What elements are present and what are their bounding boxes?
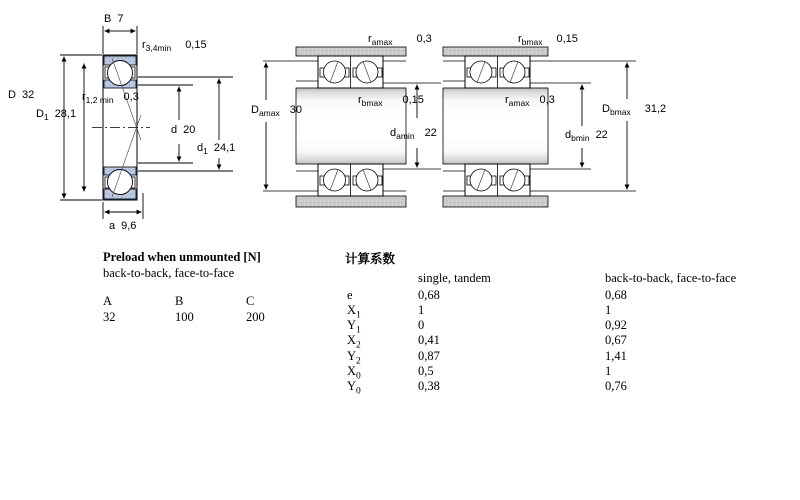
factor-value-single-x2: 0,41 (418, 333, 440, 347)
factor-value-single-x0: 0,5 (418, 364, 434, 378)
dim-label-damax: $D_{amax}$ 30 (251, 104, 302, 119)
factor-row-label-x0: $X_0$ (347, 364, 361, 382)
factors-col1-header: single, tandem (418, 271, 491, 285)
factor-value-single-y2: 0,87 (418, 349, 440, 363)
dim-label-dbmin: $d_{bmin}$ 22 (565, 129, 608, 144)
dim-label-d1-inner-shoulder: $d_1$ 24,1 (197, 142, 236, 157)
dim-label-dbmax: $D_{bmax}$ 31,2 (602, 103, 667, 118)
preload-value-b: 100 (175, 310, 194, 324)
dim-label-outer-diameter: D 32 (8, 89, 35, 101)
factor-value-paired-x0: 1 (605, 364, 612, 378)
dim-label-d1-shoulder: $D_1$ 28,1 (36, 108, 77, 123)
mounting-b-drawing (443, 47, 636, 207)
factor-value-single-y1: 0 (418, 318, 425, 332)
factor-row-label-e: e (347, 288, 353, 302)
dim-label-bore-diameter: d 20 (171, 124, 196, 136)
dim-label-r12min: $r_{1,2 min}$ 0,3 (82, 91, 139, 106)
preload-value-c: 200 (246, 310, 265, 324)
dim-label-r34min: $r_{3,4min}$ 0,15 (142, 39, 207, 54)
factor-value-paired-x2: 0,67 (605, 333, 627, 347)
factor-row-label-y2: $Y_2$ (347, 349, 361, 367)
factors-col2-header: back-to-back, face-to-face (605, 271, 737, 285)
factor-row-label-x1: $X_1$ (347, 303, 361, 321)
factor-value-single-y0: 0,38 (418, 379, 440, 393)
preload-col-header-c: C (246, 294, 255, 308)
preload-value-a: 32 (103, 310, 116, 324)
factor-row-label-y0: $Y_0$ (347, 379, 361, 397)
factors-table-title: 计算系数 (345, 252, 396, 266)
dim-label-rbmax-b: $r_{bmax}$ 0,15 (518, 33, 578, 48)
factor-value-paired-y1: 0,92 (605, 318, 627, 332)
preload-col-header-b: B (175, 294, 184, 308)
factor-row-label-y1: $Y_1$ (347, 318, 361, 336)
dim-label-axial-offset-a: a 9,6 (109, 220, 137, 232)
factor-value-paired-y0: 0,76 (605, 379, 627, 393)
factor-row-label-x2: $X_2$ (347, 333, 361, 351)
dim-label-rbmax-a: $r_{bmax}$ 0,15 (358, 94, 424, 109)
dim-label-ramax-a: $r_{amax}$ 0,3 (368, 33, 432, 48)
dim-label-width-b: B 7 (104, 13, 124, 25)
preload-col-header-a: A (103, 294, 113, 308)
dim-label-ramax-b: $r_{amax}$ 0,3 (505, 94, 555, 109)
dim-label-damin: $d_{amin}$ 22 (390, 127, 437, 142)
preload-table-title: Preload when unmounted [N] (103, 250, 261, 264)
factor-value-single-x1: 1 (418, 303, 425, 317)
factor-value-paired-x1: 1 (605, 303, 612, 317)
factor-value-single-e: 0,68 (418, 288, 440, 302)
preload-table-subtitle: back-to-back, face-to-face (103, 266, 235, 280)
factor-value-paired-e: 0,68 (605, 288, 627, 302)
factor-value-paired-y2: 1,41 (605, 349, 627, 363)
